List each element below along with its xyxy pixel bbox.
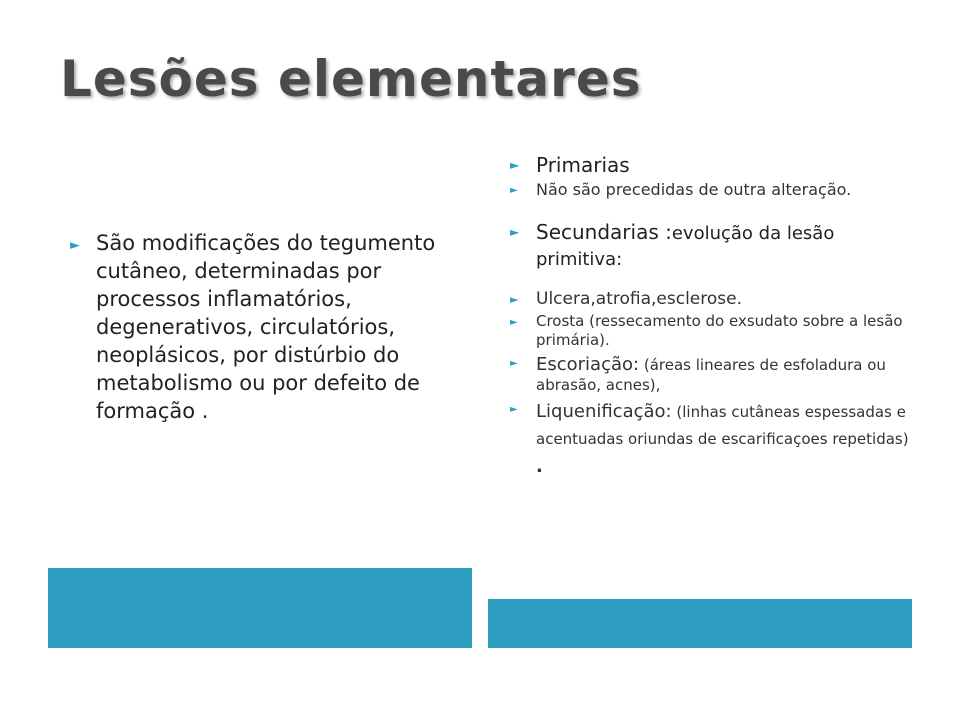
item-escoriacao-desc: (áreas lineares de esfoladura ou abrasão, acnes), bbox=[536, 355, 886, 395]
definition-text: São modificações do tegumento cutâneo, determinadas por processos inflamatórios, degenerativos, circulatórios, neoplásicos, por distúrbio do metabolismo ou por defeito de formação . bbox=[96, 231, 436, 423]
secundarias-description: evolução da lesão primitiva: bbox=[536, 222, 835, 271]
slide-title: Lesões elementares bbox=[60, 50, 642, 108]
list-item bbox=[508, 219, 918, 272]
primarias-description: Não são precedidas de outra alteração. bbox=[536, 180, 852, 199]
item-liquenificacao-end: . bbox=[536, 456, 543, 478]
left-content bbox=[68, 230, 468, 425]
arrow-bullet-icon: ► bbox=[510, 224, 520, 239]
list-item bbox=[68, 230, 468, 425]
item-liquenificacao-term: Liquenificação: bbox=[536, 400, 672, 422]
list-item bbox=[508, 398, 918, 482]
list-item bbox=[508, 180, 918, 201]
list-item bbox=[508, 353, 918, 396]
left-accent-bar bbox=[48, 568, 472, 648]
arrow-bullet-icon: ► bbox=[510, 403, 518, 415]
secundarias-heading: Secundarias : bbox=[536, 219, 672, 244]
arrow-bullet-icon: ► bbox=[70, 238, 80, 253]
right-accent-bar bbox=[488, 599, 912, 648]
item-ulcera: Ulcera,atrofia,esclerose. bbox=[536, 288, 742, 309]
list-item bbox=[508, 288, 918, 310]
arrow-bullet-icon: ► bbox=[510, 158, 520, 172]
arrow-bullet-icon: ► bbox=[510, 292, 519, 306]
item-crosta: Crosta (ressecamento do exsudato sobre a lesão primária). bbox=[536, 311, 903, 350]
list-item bbox=[508, 312, 918, 351]
list-item bbox=[508, 152, 918, 178]
arrow-bullet-icon: ► bbox=[510, 316, 518, 328]
item-escoriacao-term: Escoriação: bbox=[536, 353, 640, 375]
right-content bbox=[508, 152, 918, 483]
item-liquenificacao-desc: (linhas cutâneas espessadas e acentuadas oriundas de escarificaçoes repetidas) bbox=[536, 402, 909, 449]
arrow-bullet-icon: ► bbox=[510, 185, 518, 196]
primarias-heading: Primarias bbox=[536, 153, 630, 177]
arrow-bullet-icon: ► bbox=[510, 357, 518, 369]
